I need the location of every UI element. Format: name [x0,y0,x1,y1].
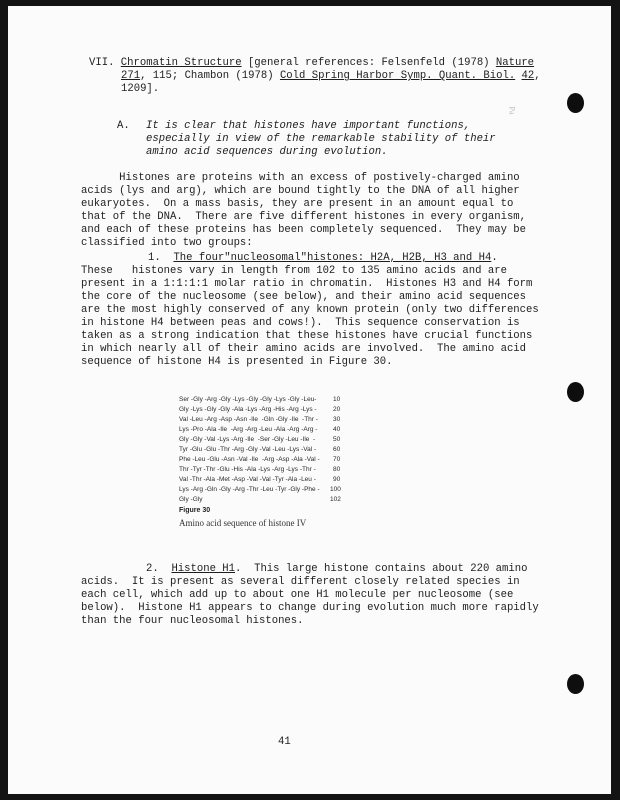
residue-count: 50 [333,436,341,443]
item2-number: 2. [146,563,172,575]
item1-heading [148,252,498,265]
residue-count: 40 [333,426,341,433]
section-ref-journal: Nature [495,57,535,69]
point-a-label: A. [117,120,130,132]
sequence-row: Gly -Gly -Val -Lys -Arg -Ile -Ser -Gly -Leu -Ile - [179,436,316,443]
intro-line: eukaryotes. On a mass basis, they are present in an amount equal to [81,198,514,210]
section-heading-line2 [121,70,541,83]
document-page [8,6,611,794]
item2-heading [146,563,527,576]
residue-count: 60 [333,446,341,453]
sequence-row: Lys -Pro -Ala -Ile -Arg -Arg -Leu -Ala -Arg -Arg - [179,426,318,433]
sequence-row: Phe -Leu -Glu -Asn -Val -Ile -Arg -Asp -Ala -Val - [179,456,320,463]
sequence-row: Thr -Tyr -Thr -Glu -His -Ala -Lys -Arg -Lys -Thr - [179,466,316,473]
item1-line: present in a 1:1:1:1 molar ratio in chromatin. Histones H3 and H4 form [81,278,533,290]
margin-stamp: Pa [507,106,517,115]
item2-title: Histone H1 [171,563,236,575]
residue-count: 70 [333,456,341,463]
point-a-line: It is clear that histones have important functions, [146,120,471,132]
section-ref-text2: , 115; Chambon (1978) [140,70,280,82]
item2-line: acids. It is present as several different closely related species in [81,576,520,588]
sequence-row: Val -Leu -Arg -Asp -Asn -Ile -Gln -Gly -Ile -Thr - [179,416,318,423]
residue-count: 10 [333,396,341,403]
residue-count: 20 [333,406,341,413]
section-ref-journal2: Cold Spring Harbor Symp. Quant. Biol. [279,70,516,82]
intro-line: acids (lys and arg), which are bound tightly to the DNA of all higher [81,185,520,197]
section-heading-line3: 1209]. [121,83,160,95]
intro-line: Histones are proteins with an excess of postively-charged amino [81,172,520,184]
item2-line: than the four nucleosomal histones. [81,615,304,627]
item1-period: . [491,252,498,264]
item1-line: taken as a strong indication that these histones have crucial functions [81,330,533,342]
item2-first-line: . This large histone contains about 220 amino [235,563,528,575]
point-a-line: especially in view of the remarkable stability of their [146,133,496,145]
binder-hole-middle [567,382,584,402]
residue-count: 30 [333,416,341,423]
section-ref-volume: 271 [121,70,141,82]
binder-hole-top [567,93,584,113]
item1-line: in histone H4 between peas and cows!). This sequence conservation is [81,317,520,329]
page-number: 41 [278,736,291,748]
intro-line: classified into two groups: [81,237,253,249]
section-ref-text: [general references: Felsenfeld (1978) [241,57,496,69]
sequence-row: Gly -Lys -Gly -Gly -Ala -Lys -Arg -His -Arg -Lys - [179,406,317,413]
item2-line: each cell, which add up to about one H1 molecule per nucleosome (see [81,589,514,601]
item1-line: are the most highly conserved of any known protein (only two differences [81,304,539,316]
sequence-row: Ser -Gly -Arg -Gly -Lys -Gly -Gly -Lys -Gly -Leu- [179,396,317,403]
intro-line: that of the DNA. There are five different histones in every organism, [81,211,527,223]
residue-count: 102 [330,496,341,503]
section-ref-volume2: 42 [521,70,535,82]
section-number: VII. [89,57,115,69]
sequence-row: Val -Thr -Ala -Met -Asp -Val -Val -Tyr -Ala -Leu - [179,476,316,483]
point-a-line: amino acid sequences during evolution. [146,146,388,158]
sequence-row: Tyr -Glu -Glu -Thr -Arg -Gly -Val -Leu -Lys -Val - [179,446,317,453]
item1-line: the core of the nucleosome (see below), and their amino acid sequences [81,291,527,303]
item2-line: below). Histone H1 appears to change during evolution much more rapidly [81,602,539,614]
figure-label: Figure 30 [179,507,211,514]
section-title: Chromatin Structure [120,57,242,69]
item1-line: sequence of histone H4 is presented in Figure 30. [81,356,393,368]
residue-count: 90 [333,476,341,483]
sequence-row: Gly -Gly [179,496,203,503]
binder-hole-bottom [567,674,584,694]
intro-line: and each of these proteins has been completely sequenced. They may be [81,224,527,236]
item1-line: These histones vary in length from 102 to 135 amino acids and are [81,265,507,277]
section-ref-comma: , [534,70,541,82]
item1-number: 1. [148,252,174,264]
figure-caption: Amino acid sequence of histone IV [179,518,307,528]
residue-count: 100 [330,486,341,493]
sequence-row: Lys -Arg -Gln -Gly -Arg -Thr -Leu -Tyr -Gly -Phe - [179,486,320,493]
item1-line: in which nearly all of their amino acids are involved. The amino acid [81,343,527,355]
section-heading-line1 [89,57,534,70]
item1-title: The four"nucleosomal"histones: H2A, H2B, H3 and H4 [173,252,492,264]
residue-count: 80 [333,466,341,473]
